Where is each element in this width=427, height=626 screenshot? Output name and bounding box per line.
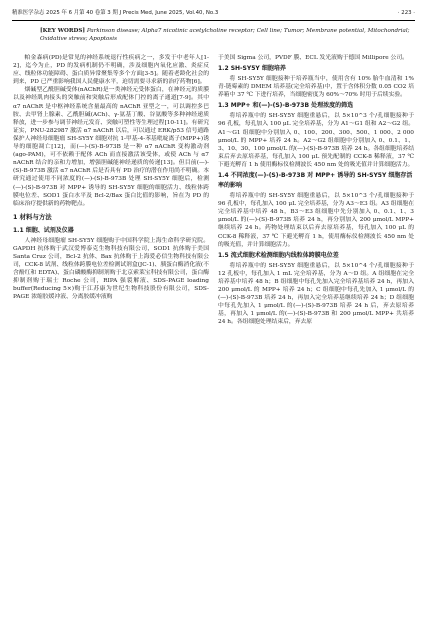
section-heading-materials-methods: 1 材料与方法	[13, 212, 52, 221]
running-header	[12, 6, 415, 20]
right-column	[218, 54, 414, 326]
english-keywords	[40, 27, 410, 43]
subsection-heading-1-1: 1.1 细胞、试剂及仪器	[13, 226, 74, 234]
concentration-screening-paragraph: 将培养瓶中的 SH-SY5Y 细胞重悬后，以 5×10^3 个/孔细胞接种于 96 孔板，每孔加入 100 μL 完全培养基，分为 A1～G1 组和 A2～G2 组。A1～G1 组细胞中分别加入 0、100、200、300、500、1 000、2 000 μmol/L 的 MPP+ 培养 24 h。A2～G2 组细胞中分别加入 0、0.1、1、3、10、30、100 μmol/L 的(—)-(S)-B-973B 培养 24 h。各组细胞培养结束后弃去原培养基，每孔加入 100 μL 预先配制的 CCK-8 稀释液，37 ℃ 下避光孵育 1 h 使用酶标仪检测波长 450 nm 处的吸光值并计算细胞活力。	[218, 113, 414, 168]
keywords-label: [KEY WORDS]	[40, 28, 86, 34]
header-rule	[12, 20, 415, 21]
materials-paragraph: 人神经母细胞瘤 SH-SY5Y 细胞购于中国科学院上海生命科学研究院。GAPDH 抗体购于武汉爱博泰克生物科技有限公司，SOD1 抗体购于美国 Santa Cruz 公司，Bcl-2 抗体、Bax 抗体购于上海爱必信生物科技有限公司，CCK-8 试剂、线粒体跨膜电位差检测试剂盒(JC-1)、胰蛋白酶消化液(不含酚红和 EDTA)、蛋白磷酸酶抑制剂购于北京索莱宝科技有限公司，蛋白酶抑制剂购于瑞士 Roche 公司，RIPA 强裂解液、SDS-PAGE loading buffer(Reducing 5×)购于江苏康为世纪生物科技股份有限公司，SDS-PAGE 浓缩胶缓冲液、分离胶缓冲液购	[13, 237, 209, 301]
cell-culture-paragraph: 将 SH-SY5Y 细胞接种于培养瓶当中，使用含有 10% 胎牛血清和 1% 青-链霉素的 DMEM 培养基(完全培养基)中，置于含体积分数 0.05 CO2 培养箱中 37 ℃ 下进行培养，当细胞密度为 60%～70% 时用于后续实验。	[218, 76, 414, 99]
journal-citation: 精准医学杂志 2025 年 6 月第 40 卷第 3 期 J Precis Med, June 2025, Vol.40, No.3	[12, 10, 219, 16]
subsection-heading-1-4: 1.4 不同浓度(—)-(S)-B-973B 对 MPP+ 诱导的 SH-SY5Y 细胞存活率的影响	[218, 172, 413, 190]
flow-cytometry-paragraph: 将培养瓶中的 SH-SY5Y 细胞重悬后，以 5×10^4 个/孔细胞接种于 12 孔板中，每孔加入 1 mL 完全培养基，分为 A～D 组。A 组细胞在完全培养基中培养 48 h；B 组细胞中每孔先加入完全培养基培养 24 h，再加入 200 μmol/L 的 MPP+ 培养 24 h；C 组细胞中每孔先加入 1 μmol/L 的(—)-(S)-B-973B 培养 24 h，再加入完全培养基继续培养 24 h；D 组细胞中每孔先加入 1 μmol/L 的(—)-(S)-B-973B 培养 24 h 后，弃去原培养基，再加入 1 μmol/L 的(—)-(S)-B-973B 和 200 μmol/L MPP+ 共培养 24 h。各组细胞处理结束后，弃去原	[218, 262, 414, 326]
viability-paragraph: 将培养瓶中的 SH-SY5Y 细胞重悬后，以 5×10^3 个/孔细胞接种于 96 孔板中，每孔加入 100 μL 完全培养基，分为 A3～E3 组。A3 组细胞在完全培养基中培养 48 h，B3～E3 组细胞中先分别加入 0、0.1、1、3 μmol/L 的(—)-(S)-B-973B 培养 24 h，再分别加入 200 μmol/L MPP+ 继续培养 24 h。药物处理结束以后弃去原培养基，每孔加入 100 μL 的 CCK-8 稀释液，37 ℃ 下避光孵育 1 h，使用酶标仪检测波长 450 nm 处的吸光值，并计算细胞活力。	[218, 193, 414, 248]
intro-paragraph-1: 帕金森病(PD)是常见的神经系统退行性疾病之一，多发于中老年人[1-2]，迄今为止，PD 的发病机制仍不明确，涉及细胞内氧化应激、炎症反应、线粒体功能障碍、蛋白质异常聚集等多个方面[3-5]。随着老龄化社会的到来，PD 已严重影响我国人民健康水平，迫切需要寻求新的治疗药物[6]。	[13, 55, 209, 86]
page-number: · 223 ·	[397, 10, 415, 16]
subsection-heading-1-3: 1.3 MPP+ 和(—)-(S)-B-973B 处理浓度的筛选	[218, 102, 354, 110]
materials-paragraph-continued: 于美国 Sigma 公司，PVDF 膜、ECL 发光液购于德国 Millipore 公司。	[218, 55, 408, 61]
keywords-text: Parkinson disease; Alpha7 nicotinic acetylcholine receptor; Cell line; Tumor; Membrane potential, Mitochondrial; Oxidative stress; Apoptosis	[40, 28, 410, 42]
intro-paragraph-2: 烟碱型乙酰胆碱受体(nAChR)是一类神经元受体蛋白，在神经元的质膜以及神经肌肉接头的突触前和突触后形成配体门控的离子通道[7-9]。其中 α7 nAChR 是中枢神经系统含量最高的 nAChR 亚型之一，可以调控多巴胺、去甲肾上腺素、乙酰胆碱(ACh)、γ-氨基丁酸、谷氨酸等多种神经递质释放，进一步参与调节神经元发育、突触可塑性等生理过程[10-11]。有研究证实，PNU-282987 激活 α7 nAChR 以后，可以通过 ERK/p53 信号通路保护人神经母细胞瘤 SH-SY5Y 细胞对抗 1-甲基-4-苯基吡啶离子(MPP+)诱导的细胞凋亡[12]，而(—)-(S)-B-973B 是一种 α7 nAChR 变构激动剂(ago-PAM)，可不依赖于配体 ACh 而直接激活该受体，或使 ACh 与 α7 nAChR 结合的亲和力增加，增强胆碱能神经递质的传递[13]。但目前(—)-(S)-B-973B 激活 α7 nAChR 后是否具有 PD 治疗的潜在作用尚不明确。本研究通过使用不同浓度的(—)-(S)-B-973B 处理 SH-SY5Y 细胞后，检测(—)-(S)-B-973B 对 MPP+ 诱导的 SH-SY5Y 细胞的细胞活力、线粒体跨膜电位差、SOD1 蛋白水平及 Bcl-2/Bax 蛋白比值的影响，旨在为 PD 的临床治疗提供新的药物靶点。	[13, 87, 209, 207]
left-column	[13, 54, 209, 302]
subsection-heading-1-2: 1.2 SH-SY5Y 细胞培养	[218, 65, 286, 73]
subsection-heading-1-5: 1.5 流式细胞术检测细胞内线粒体跨膜电位差	[218, 251, 339, 259]
